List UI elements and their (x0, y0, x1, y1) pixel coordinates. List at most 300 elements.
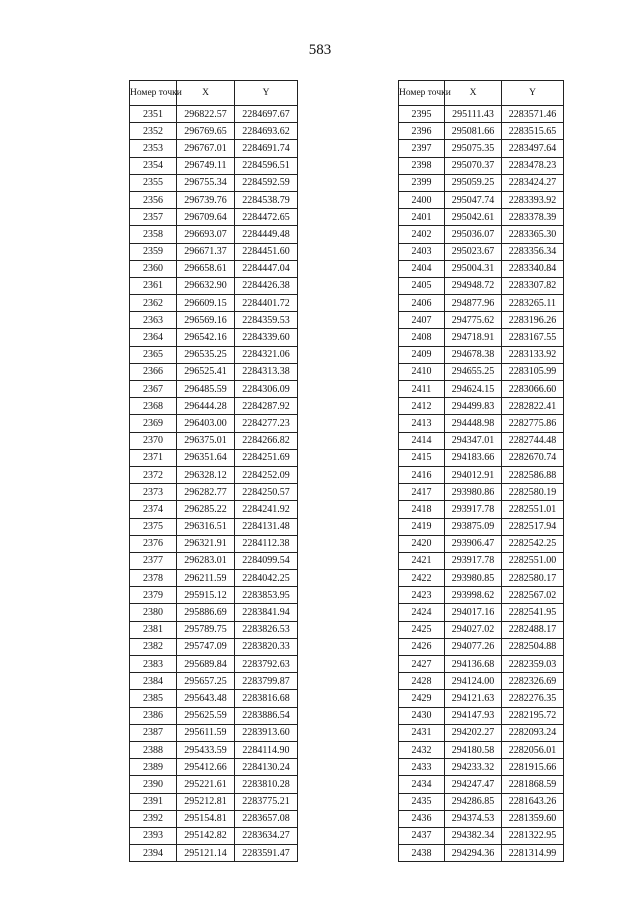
table-row (130, 466, 298, 483)
y-coordinate-cell: 2284538.79 (235, 191, 298, 208)
table-row (130, 123, 298, 140)
y-coordinate-cell: 2284112.38 (235, 535, 298, 552)
x-coordinate-cell: 296693.07 (177, 226, 235, 243)
y-coordinate-cell: 2284306.09 (235, 381, 298, 398)
point-number-cell: 2437 (399, 827, 445, 844)
x-coordinate-cell: 295611.59 (177, 724, 235, 741)
point-number-cell: 2381 (130, 621, 177, 638)
x-coordinate-cell: 295747.09 (177, 638, 235, 655)
x-coordinate-cell: 294183.66 (445, 449, 502, 466)
table-header-row (399, 81, 564, 106)
x-coordinate-cell: 296316.51 (177, 518, 235, 535)
y-coordinate-cell: 2284401.72 (235, 295, 298, 312)
y-coordinate-cell: 2283810.28 (235, 776, 298, 793)
y-coordinate-cell: 2282822.41 (502, 398, 564, 415)
x-coordinate-cell: 294202.27 (445, 724, 502, 741)
y-coordinate-cell: 2282195.72 (502, 707, 564, 724)
x-coordinate-cell: 294294.36 (445, 845, 502, 862)
table-row (399, 776, 564, 793)
x-coordinate-cell: 296283.01 (177, 552, 235, 569)
table-row (399, 638, 564, 655)
point-number-cell: 2362 (130, 295, 177, 312)
point-number-cell: 2413 (399, 415, 445, 432)
table-row (130, 484, 298, 501)
point-number-cell: 2435 (399, 793, 445, 810)
point-number-cell: 2423 (399, 587, 445, 604)
y-coordinate-cell: 2284691.74 (235, 140, 298, 157)
table-header-row (130, 81, 298, 106)
y-coordinate-cell: 2284596.51 (235, 157, 298, 174)
point-number-cell: 2390 (130, 776, 177, 793)
table-row (130, 226, 298, 243)
table-row (130, 741, 298, 758)
x-coordinate-cell: 296569.16 (177, 312, 235, 329)
table-row (399, 827, 564, 844)
header-x: X (177, 81, 235, 106)
table-row (130, 191, 298, 208)
y-coordinate-cell: 2282744.48 (502, 432, 564, 449)
y-coordinate-cell: 2284313.38 (235, 363, 298, 380)
table-row (130, 604, 298, 621)
table-row (130, 587, 298, 604)
table-row (130, 209, 298, 226)
point-number-cell: 2356 (130, 191, 177, 208)
y-coordinate-cell: 2284131.48 (235, 518, 298, 535)
point-number-cell: 2415 (399, 449, 445, 466)
x-coordinate-cell: 293875.09 (445, 518, 502, 535)
table-row (130, 518, 298, 535)
table-row (399, 312, 564, 329)
y-coordinate-cell: 2281322.95 (502, 827, 564, 844)
table-row (130, 724, 298, 741)
table-row (130, 363, 298, 380)
point-number-cell: 2404 (399, 260, 445, 277)
point-number-cell: 2387 (130, 724, 177, 741)
point-number-cell: 2398 (399, 157, 445, 174)
table-row (399, 501, 564, 518)
table-row (130, 535, 298, 552)
y-coordinate-cell: 2283265.11 (502, 295, 564, 312)
x-coordinate-cell: 295154.81 (177, 810, 235, 827)
y-coordinate-cell: 2282775.86 (502, 415, 564, 432)
x-coordinate-cell: 296769.65 (177, 123, 235, 140)
table-row (399, 174, 564, 191)
point-number-cell: 2394 (130, 845, 177, 862)
x-coordinate-cell: 295643.48 (177, 690, 235, 707)
y-coordinate-cell: 2282056.01 (502, 741, 564, 758)
table-row (399, 432, 564, 449)
table-row (130, 329, 298, 346)
y-coordinate-cell: 2283424.27 (502, 174, 564, 191)
y-coordinate-cell: 2284339.60 (235, 329, 298, 346)
x-coordinate-cell: 294012.91 (445, 466, 502, 483)
x-coordinate-cell: 296709.64 (177, 209, 235, 226)
table-row (399, 449, 564, 466)
y-coordinate-cell: 2283393.92 (502, 191, 564, 208)
x-coordinate-cell: 293980.85 (445, 570, 502, 587)
x-coordinate-cell: 296375.01 (177, 432, 235, 449)
y-coordinate-cell: 2281359.60 (502, 810, 564, 827)
table-row (399, 656, 564, 673)
x-coordinate-cell: 295081.66 (445, 123, 502, 140)
x-coordinate-cell: 294448.98 (445, 415, 502, 432)
x-coordinate-cell: 295042.61 (445, 209, 502, 226)
x-coordinate-cell: 293980.86 (445, 484, 502, 501)
coordinates-table-right (398, 80, 564, 862)
point-number-cell: 2395 (399, 106, 445, 123)
y-coordinate-cell: 2284359.53 (235, 312, 298, 329)
y-coordinate-cell: 2283196.26 (502, 312, 564, 329)
point-number-cell: 2352 (130, 123, 177, 140)
point-number-cell: 2379 (130, 587, 177, 604)
y-coordinate-cell: 2283853.95 (235, 587, 298, 604)
point-number-cell: 2369 (130, 415, 177, 432)
point-number-cell: 2380 (130, 604, 177, 621)
y-coordinate-cell: 2283634.27 (235, 827, 298, 844)
point-number-cell: 2392 (130, 810, 177, 827)
y-coordinate-cell: 2284592.59 (235, 174, 298, 191)
y-coordinate-cell: 2281915.66 (502, 759, 564, 776)
table-row (130, 174, 298, 191)
x-coordinate-cell: 295121.14 (177, 845, 235, 862)
table-row (399, 226, 564, 243)
y-coordinate-cell: 2284042.25 (235, 570, 298, 587)
point-number-cell: 2396 (399, 123, 445, 140)
table-row (399, 243, 564, 260)
page-number: 583 (308, 42, 332, 58)
y-coordinate-cell: 2284266.82 (235, 432, 298, 449)
point-number-cell: 2432 (399, 741, 445, 758)
point-number-cell: 2425 (399, 621, 445, 638)
point-number-cell: 2397 (399, 140, 445, 157)
y-coordinate-cell: 2283105.99 (502, 363, 564, 380)
y-coordinate-cell: 2284447.04 (235, 260, 298, 277)
x-coordinate-cell: 295412.66 (177, 759, 235, 776)
y-coordinate-cell: 2282567.02 (502, 587, 564, 604)
table-row (399, 518, 564, 535)
x-coordinate-cell: 294027.02 (445, 621, 502, 638)
point-number-cell: 2376 (130, 535, 177, 552)
y-coordinate-cell: 2283356.34 (502, 243, 564, 260)
point-number-cell: 2414 (399, 432, 445, 449)
point-number-cell: 2417 (399, 484, 445, 501)
point-number-cell: 2358 (130, 226, 177, 243)
point-number-cell: 2401 (399, 209, 445, 226)
y-coordinate-cell: 2284287.92 (235, 398, 298, 415)
x-coordinate-cell: 294121.63 (445, 690, 502, 707)
y-coordinate-cell: 2283378.39 (502, 209, 564, 226)
point-number-cell: 2431 (399, 724, 445, 741)
point-number-cell: 2384 (130, 673, 177, 690)
x-coordinate-cell: 293906.47 (445, 535, 502, 552)
point-number-cell: 2373 (130, 484, 177, 501)
table-row (130, 260, 298, 277)
table-row (399, 741, 564, 758)
x-coordinate-cell: 294948.72 (445, 277, 502, 294)
y-coordinate-cell: 2284251.69 (235, 449, 298, 466)
table-row (399, 140, 564, 157)
header-x: X (445, 81, 502, 106)
table-row (399, 793, 564, 810)
x-coordinate-cell: 295004.31 (445, 260, 502, 277)
table-row (130, 346, 298, 363)
point-number-cell: 2399 (399, 174, 445, 191)
point-number-cell: 2365 (130, 346, 177, 363)
y-coordinate-cell: 2283657.08 (235, 810, 298, 827)
y-coordinate-cell: 2284250.57 (235, 484, 298, 501)
y-coordinate-cell: 2282093.24 (502, 724, 564, 741)
table-row (399, 570, 564, 587)
x-coordinate-cell: 293917.78 (445, 501, 502, 518)
point-number-cell: 2375 (130, 518, 177, 535)
x-coordinate-cell: 294180.58 (445, 741, 502, 758)
point-number-cell: 2406 (399, 295, 445, 312)
x-coordinate-cell: 296351.64 (177, 449, 235, 466)
point-number-cell: 2351 (130, 106, 177, 123)
point-number-cell: 2427 (399, 656, 445, 673)
table-row (130, 295, 298, 312)
x-coordinate-cell: 294678.38 (445, 346, 502, 363)
x-coordinate-cell: 294247.47 (445, 776, 502, 793)
table-row (130, 381, 298, 398)
table-row (399, 209, 564, 226)
x-coordinate-cell: 296632.90 (177, 277, 235, 294)
y-coordinate-cell: 2284697.67 (235, 106, 298, 123)
table-row (130, 552, 298, 569)
point-number-cell: 2353 (130, 140, 177, 157)
table-row (399, 346, 564, 363)
x-coordinate-cell: 294017.16 (445, 604, 502, 621)
table-row (130, 656, 298, 673)
point-number-cell: 2434 (399, 776, 445, 793)
x-coordinate-cell: 296444.28 (177, 398, 235, 415)
table-row (130, 690, 298, 707)
table-row (130, 638, 298, 655)
y-coordinate-cell: 2282542.25 (502, 535, 564, 552)
point-number-cell: 2386 (130, 707, 177, 724)
table-row (399, 466, 564, 483)
point-number-cell: 2411 (399, 381, 445, 398)
point-number-cell: 2428 (399, 673, 445, 690)
point-number-cell: 2382 (130, 638, 177, 655)
point-number-cell: 2383 (130, 656, 177, 673)
x-coordinate-cell: 294382.34 (445, 827, 502, 844)
x-coordinate-cell: 296822.57 (177, 106, 235, 123)
table-row (399, 724, 564, 741)
x-coordinate-cell: 294655.25 (445, 363, 502, 380)
y-coordinate-cell: 2282541.95 (502, 604, 564, 621)
y-coordinate-cell: 2283775.21 (235, 793, 298, 810)
point-number-cell: 2391 (130, 793, 177, 810)
x-coordinate-cell: 295047.74 (445, 191, 502, 208)
table-row (130, 415, 298, 432)
x-coordinate-cell: 295789.75 (177, 621, 235, 638)
point-number-cell: 2377 (130, 552, 177, 569)
point-number-cell: 2420 (399, 535, 445, 552)
y-coordinate-cell: 2283591.47 (235, 845, 298, 862)
point-number-cell: 2403 (399, 243, 445, 260)
y-coordinate-cell: 2282586.88 (502, 466, 564, 483)
coordinates-table-left (129, 80, 298, 862)
y-coordinate-cell: 2284277.23 (235, 415, 298, 432)
table-row (130, 312, 298, 329)
point-number-cell: 2416 (399, 466, 445, 483)
header-point-number: Номер точки (130, 81, 177, 106)
y-coordinate-cell: 2284693.62 (235, 123, 298, 140)
table-row (399, 106, 564, 123)
table-row (399, 260, 564, 277)
point-number-cell: 2357 (130, 209, 177, 226)
x-coordinate-cell: 296403.00 (177, 415, 235, 432)
y-coordinate-cell: 2281314.99 (502, 845, 564, 862)
x-coordinate-cell: 295915.12 (177, 587, 235, 604)
table-row (399, 123, 564, 140)
point-number-cell: 2385 (130, 690, 177, 707)
x-coordinate-cell: 295111.43 (445, 106, 502, 123)
table-row (399, 277, 564, 294)
table-row (130, 106, 298, 123)
y-coordinate-cell: 2283913.60 (235, 724, 298, 741)
x-coordinate-cell: 294124.00 (445, 673, 502, 690)
point-number-cell: 2433 (399, 759, 445, 776)
x-coordinate-cell: 294718.91 (445, 329, 502, 346)
x-coordinate-cell: 295059.25 (445, 174, 502, 191)
table-row (399, 621, 564, 638)
point-number-cell: 2366 (130, 363, 177, 380)
y-coordinate-cell: 2282488.17 (502, 621, 564, 638)
x-coordinate-cell: 296658.61 (177, 260, 235, 277)
x-coordinate-cell: 296609.15 (177, 295, 235, 312)
y-coordinate-cell: 2283307.82 (502, 277, 564, 294)
point-number-cell: 2368 (130, 398, 177, 415)
table-row (130, 277, 298, 294)
table-row (399, 810, 564, 827)
point-number-cell: 2359 (130, 243, 177, 260)
x-coordinate-cell: 296542.16 (177, 329, 235, 346)
point-number-cell: 2409 (399, 346, 445, 363)
table-row (399, 604, 564, 621)
y-coordinate-cell: 2283571.46 (502, 106, 564, 123)
y-coordinate-cell: 2282670.74 (502, 449, 564, 466)
table-row (399, 191, 564, 208)
table-row (130, 793, 298, 810)
x-coordinate-cell: 296739.76 (177, 191, 235, 208)
x-coordinate-cell: 295023.67 (445, 243, 502, 260)
point-number-cell: 2410 (399, 363, 445, 380)
x-coordinate-cell: 295625.59 (177, 707, 235, 724)
table-row (130, 673, 298, 690)
point-number-cell: 2419 (399, 518, 445, 535)
y-coordinate-cell: 2283792.63 (235, 656, 298, 673)
x-coordinate-cell: 295886.69 (177, 604, 235, 621)
point-number-cell: 2405 (399, 277, 445, 294)
y-coordinate-cell: 2283515.65 (502, 123, 564, 140)
y-coordinate-cell: 2284114.90 (235, 741, 298, 758)
x-coordinate-cell: 294374.53 (445, 810, 502, 827)
x-coordinate-cell: 296485.59 (177, 381, 235, 398)
x-coordinate-cell: 296328.12 (177, 466, 235, 483)
table-row (399, 363, 564, 380)
x-coordinate-cell: 294077.26 (445, 638, 502, 655)
y-coordinate-cell: 2282580.17 (502, 570, 564, 587)
table-row (130, 776, 298, 793)
x-coordinate-cell: 296321.91 (177, 535, 235, 552)
y-coordinate-cell: 2283497.64 (502, 140, 564, 157)
y-coordinate-cell: 2284099.54 (235, 552, 298, 569)
x-coordinate-cell: 296211.59 (177, 570, 235, 587)
y-coordinate-cell: 2282551.00 (502, 552, 564, 569)
point-number-cell: 2361 (130, 277, 177, 294)
table-row (399, 535, 564, 552)
table-row (399, 157, 564, 174)
y-coordinate-cell: 2283826.53 (235, 621, 298, 638)
header-y: Y (502, 81, 564, 106)
point-number-cell: 2372 (130, 466, 177, 483)
x-coordinate-cell: 295075.35 (445, 140, 502, 157)
y-coordinate-cell: 2283340.84 (502, 260, 564, 277)
y-coordinate-cell: 2282551.01 (502, 501, 564, 518)
y-coordinate-cell: 2283886.54 (235, 707, 298, 724)
point-number-cell: 2402 (399, 226, 445, 243)
table-row (399, 759, 564, 776)
point-number-cell: 2418 (399, 501, 445, 518)
point-number-cell: 2388 (130, 741, 177, 758)
table-row (130, 449, 298, 466)
x-coordinate-cell: 293917.78 (445, 552, 502, 569)
table-row (130, 501, 298, 518)
table-row (399, 398, 564, 415)
x-coordinate-cell: 294624.15 (445, 381, 502, 398)
y-coordinate-cell: 2284252.09 (235, 466, 298, 483)
point-number-cell: 2430 (399, 707, 445, 724)
point-number-cell: 2374 (130, 501, 177, 518)
table-row (399, 845, 564, 862)
x-coordinate-cell: 296282.77 (177, 484, 235, 501)
point-number-cell: 2438 (399, 845, 445, 862)
point-number-cell: 2421 (399, 552, 445, 569)
point-number-cell: 2360 (130, 260, 177, 277)
point-number-cell: 2436 (399, 810, 445, 827)
x-coordinate-cell: 296767.01 (177, 140, 235, 157)
table-row (399, 484, 564, 501)
point-number-cell: 2429 (399, 690, 445, 707)
x-coordinate-cell: 296671.37 (177, 243, 235, 260)
point-number-cell: 2408 (399, 329, 445, 346)
x-coordinate-cell: 294347.01 (445, 432, 502, 449)
table-row (130, 398, 298, 415)
x-coordinate-cell: 295221.61 (177, 776, 235, 793)
point-number-cell: 2422 (399, 570, 445, 587)
y-coordinate-cell: 2282580.19 (502, 484, 564, 501)
point-number-cell: 2355 (130, 174, 177, 191)
point-number-cell: 2354 (130, 157, 177, 174)
table-row (399, 587, 564, 604)
y-coordinate-cell: 2281868.59 (502, 776, 564, 793)
x-coordinate-cell: 294877.96 (445, 295, 502, 312)
table-row (130, 570, 298, 587)
y-coordinate-cell: 2284426.38 (235, 277, 298, 294)
table-row (130, 810, 298, 827)
header-y: Y (235, 81, 298, 106)
x-coordinate-cell: 295036.07 (445, 226, 502, 243)
table-row (399, 707, 564, 724)
point-number-cell: 2371 (130, 449, 177, 466)
table-row (399, 295, 564, 312)
x-coordinate-cell: 293998.62 (445, 587, 502, 604)
y-coordinate-cell: 2283820.33 (235, 638, 298, 655)
point-number-cell: 2363 (130, 312, 177, 329)
y-coordinate-cell: 2284451.60 (235, 243, 298, 260)
